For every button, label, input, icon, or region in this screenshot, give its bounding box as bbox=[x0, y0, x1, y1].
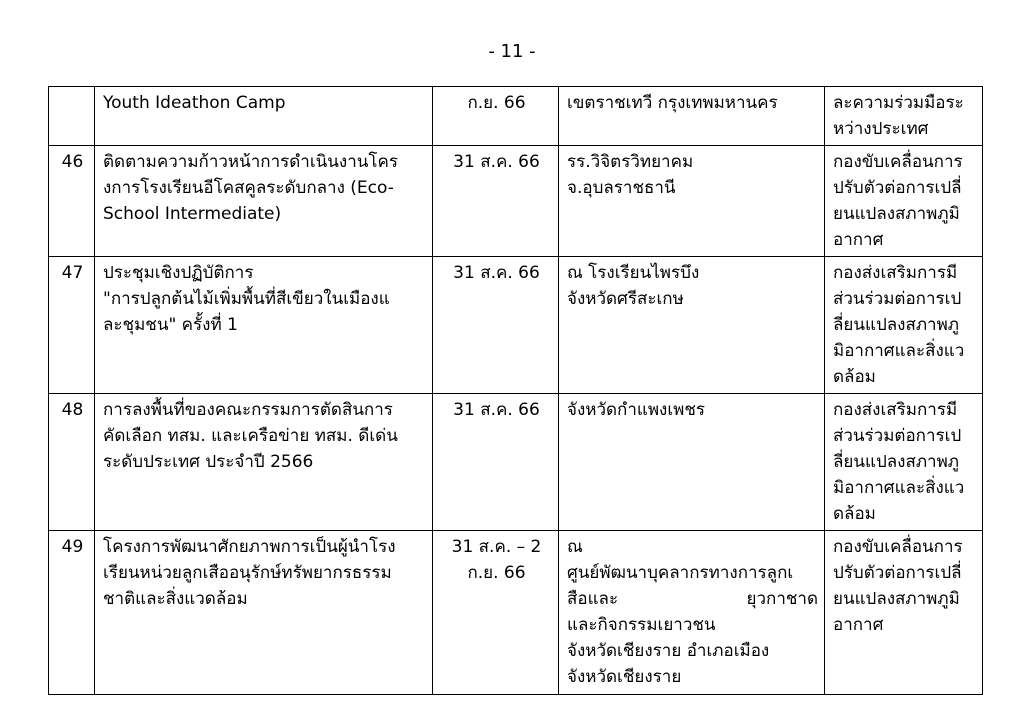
org-line: ยนแปลงสภาพภูมิ bbox=[833, 589, 960, 609]
org-line: มิอากาศและสิ่งแว bbox=[833, 341, 965, 361]
place-line: จังหวัดกำแพงเพชร bbox=[567, 400, 706, 420]
org-line: ส่วนร่วมต่อการเป bbox=[833, 426, 962, 446]
org-line: กองขับเคลื่อนการ bbox=[833, 152, 963, 172]
title-cell bbox=[95, 531, 433, 695]
org-line: กองส่งเสริมการมี bbox=[833, 400, 958, 420]
date-line: 31 ส.ค. 66 bbox=[453, 400, 540, 420]
place-line: ณ โรงเรียนไพรบึง bbox=[567, 263, 700, 283]
place-line: และกิจกรรมเยาวชน bbox=[567, 615, 716, 635]
row-number-cell: 49 bbox=[49, 531, 95, 695]
title-line: School Intermediate) bbox=[103, 204, 282, 224]
date-line: 31 ส.ค. 66 bbox=[453, 263, 540, 283]
org-line: ลี่ยนแปลงสภาพภู bbox=[833, 452, 960, 472]
row-number-cell: 47 bbox=[49, 257, 95, 394]
date-cell bbox=[433, 146, 559, 257]
activity-table bbox=[48, 86, 983, 695]
title-line: ละชุมชน" ครั้งที่ 1 bbox=[103, 315, 238, 335]
org-cell bbox=[825, 394, 983, 531]
org-line: ดล้อม bbox=[833, 504, 876, 524]
org-line: ส่วนร่วมต่อการเป bbox=[833, 289, 962, 309]
org-line: หว่างประเทศ bbox=[833, 119, 929, 139]
date-cell bbox=[433, 394, 559, 531]
table-row bbox=[49, 87, 983, 146]
date-line: ก.ย. 66 bbox=[467, 93, 526, 113]
title-line: ติดตามความก้าวหน้าการดำเนินงานโคร bbox=[103, 152, 399, 172]
table-row bbox=[49, 257, 983, 394]
date-cell bbox=[433, 257, 559, 394]
title-line: งการโรงเรียนอีโคสคูลระดับกลาง (Eco- bbox=[103, 178, 394, 198]
place-line: จังหวัดเชียงราย อำเภอเมือง bbox=[567, 641, 770, 661]
org-line: ปรับตัวต่อการเปลี่ bbox=[833, 563, 962, 583]
place-cell bbox=[559, 146, 825, 257]
place-line: จังหวัดเชียงราย bbox=[567, 667, 682, 687]
page-number: - 11 - bbox=[488, 41, 536, 62]
table-row bbox=[49, 394, 983, 531]
title-line: การลงพื้นที่ของคณะกรรมการตัดสินการ bbox=[103, 400, 393, 420]
org-line: ยนแปลงสภาพภูมิ bbox=[833, 204, 960, 224]
row-number-cell: 46 bbox=[49, 146, 95, 257]
title-line: "การปลูกต้นไม้เพิ่มพื้นที่สีเขียวในเมืองแ bbox=[103, 289, 390, 309]
title-cell bbox=[95, 394, 433, 531]
place-line: รร.วิจิตรวิทยาคม bbox=[567, 152, 694, 172]
place-line: จังหวัดศรีสะเกษ bbox=[567, 289, 684, 309]
place-line-part: ยุวกาชาด bbox=[746, 589, 818, 609]
title-cell bbox=[95, 257, 433, 394]
date-line: 31 ส.ค. 66 bbox=[453, 152, 540, 172]
table-row bbox=[49, 146, 983, 257]
place-cell bbox=[559, 531, 825, 695]
org-cell bbox=[825, 531, 983, 695]
place-line-part: สือและ bbox=[567, 589, 619, 609]
date-cell bbox=[433, 531, 559, 695]
place-line: ศูนย์พัฒนาบุคลากรทางการลูกเ bbox=[567, 563, 794, 583]
org-line: ดล้อม bbox=[833, 367, 876, 387]
row-number-cell bbox=[49, 87, 95, 146]
org-line: กองขับเคลื่อนการ bbox=[833, 537, 963, 557]
place-cell bbox=[559, 257, 825, 394]
place-line: ณ bbox=[567, 537, 583, 557]
table-body bbox=[49, 87, 983, 695]
place-line: เขตราชเทวี กรุงเทพมหานคร bbox=[567, 93, 778, 113]
org-cell bbox=[825, 257, 983, 394]
org-line: กองส่งเสริมการมี bbox=[833, 263, 958, 283]
title-line: โครงการพัฒนาศักยภาพการเป็นผู้นำโรง bbox=[103, 537, 396, 557]
org-line: ลี่ยนแปลงสภาพภู bbox=[833, 315, 960, 335]
place-line: จ.อุบลราชธานี bbox=[567, 178, 676, 198]
title-line: ระดับประเทศ ประจำปี 2566 bbox=[103, 452, 314, 472]
org-line: ปรับตัวต่อการเปลี่ bbox=[833, 178, 962, 198]
row-number-cell: 48 bbox=[49, 394, 95, 531]
table-row bbox=[49, 531, 983, 695]
org-line: ละความร่วมมือระ bbox=[833, 93, 964, 113]
place-cell bbox=[559, 394, 825, 531]
date-cell bbox=[433, 87, 559, 146]
title-line: คัดเลือก ทสม. และเครือข่าย ทสม. ดีเด่น bbox=[103, 426, 398, 446]
place-line bbox=[567, 586, 818, 612]
title-line: ประชุมเชิงปฏิบัติการ bbox=[103, 263, 254, 283]
org-line: มิอากาศและสิ่งแว bbox=[833, 478, 965, 498]
date-line: ก.ย. 66 bbox=[467, 563, 526, 583]
title-line: Youth Ideathon Camp bbox=[103, 93, 286, 113]
org-cell bbox=[825, 146, 983, 257]
place-cell bbox=[559, 87, 825, 146]
title-line: ชาติและสิ่งแวดล้อม bbox=[103, 589, 248, 609]
title-cell bbox=[95, 146, 433, 257]
title-cell bbox=[95, 87, 433, 146]
org-line: อากาศ bbox=[833, 230, 884, 250]
date-line: 31 ส.ค. – 2 bbox=[451, 537, 542, 557]
title-line: เรียนหน่วยลูกเสืออนุรักษ์ทรัพยากรธรรม bbox=[103, 563, 392, 583]
org-line: อากาศ bbox=[833, 615, 884, 635]
org-cell bbox=[825, 87, 983, 146]
